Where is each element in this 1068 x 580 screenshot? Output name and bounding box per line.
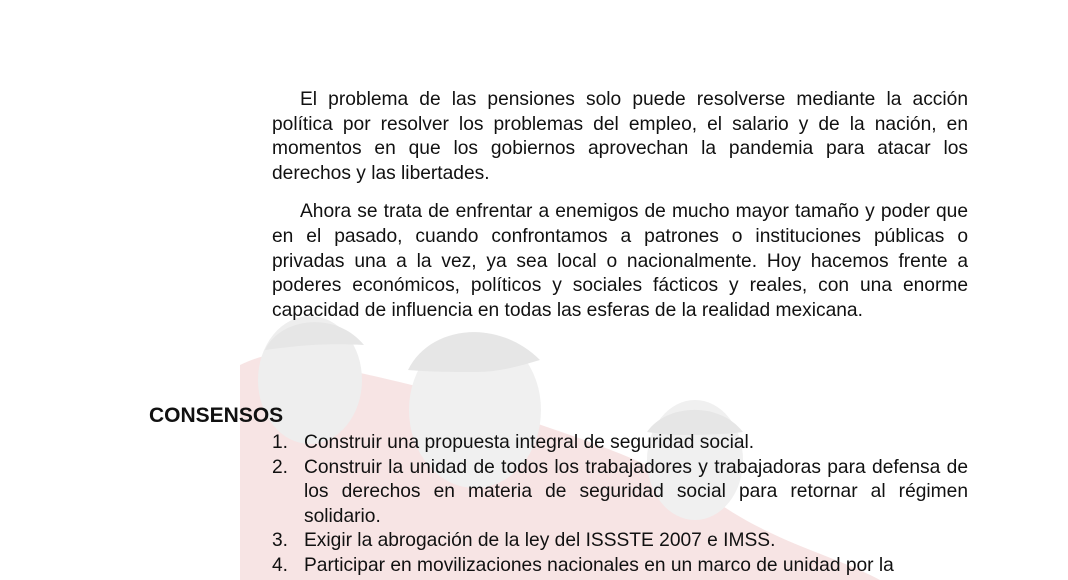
consenso-text: Participar en movilizaciones nacionales en un marco de unidad por la — [304, 554, 894, 576]
paragraph-enemigos: Ahora se trata de enfrentar a enemigos de mucho mayor tamaño y poder que en el pasado, cuando confrontamos a patrones o instituciones públicas o privadas una a la vez, ya sea local o nacionalmente. Hoy hacemos frente a poderes económicos, políticos y sociales fácticos y reales, con una enorme capacidad de influencia en todas las esferas de la realidad mexicana. — [272, 201, 968, 321]
consenso-item — [272, 554, 968, 579]
section-title-consensos: CONSENSOS — [149, 404, 284, 427]
consenso-item — [272, 529, 968, 554]
consenso-item — [272, 431, 968, 456]
consenso-number: 4. — [272, 554, 289, 576]
consenso-text: Exigir la abrogación de la ley del ISSSTE 2007 e IMSS. — [304, 530, 776, 552]
consenso-item — [272, 456, 968, 530]
document-body — [272, 88, 968, 337]
consensos-list — [272, 431, 968, 579]
paragraph-pensiones: El problema de las pensiones solo puede resolverse mediante la acción política por resolver los problemas del empleo, el salario y de la nación, en momentos en que los gobiernos aprovechan la pandemia para atacar los derechos y las libertades. — [272, 89, 968, 184]
consenso-text: Construir una propuesta integral de seguridad social. — [304, 432, 755, 453]
consenso-number: 1. — [272, 432, 289, 453]
consenso-number: 2. — [272, 456, 289, 478]
consenso-text: Construir la unidad de todos los trabajadores y trabajadoras para defensa de los derechos en materia de seguridad social para retornar al régimen solidario. — [304, 456, 968, 527]
watermark-hair-center — [408, 332, 540, 372]
consenso-number: 3. — [272, 530, 289, 552]
